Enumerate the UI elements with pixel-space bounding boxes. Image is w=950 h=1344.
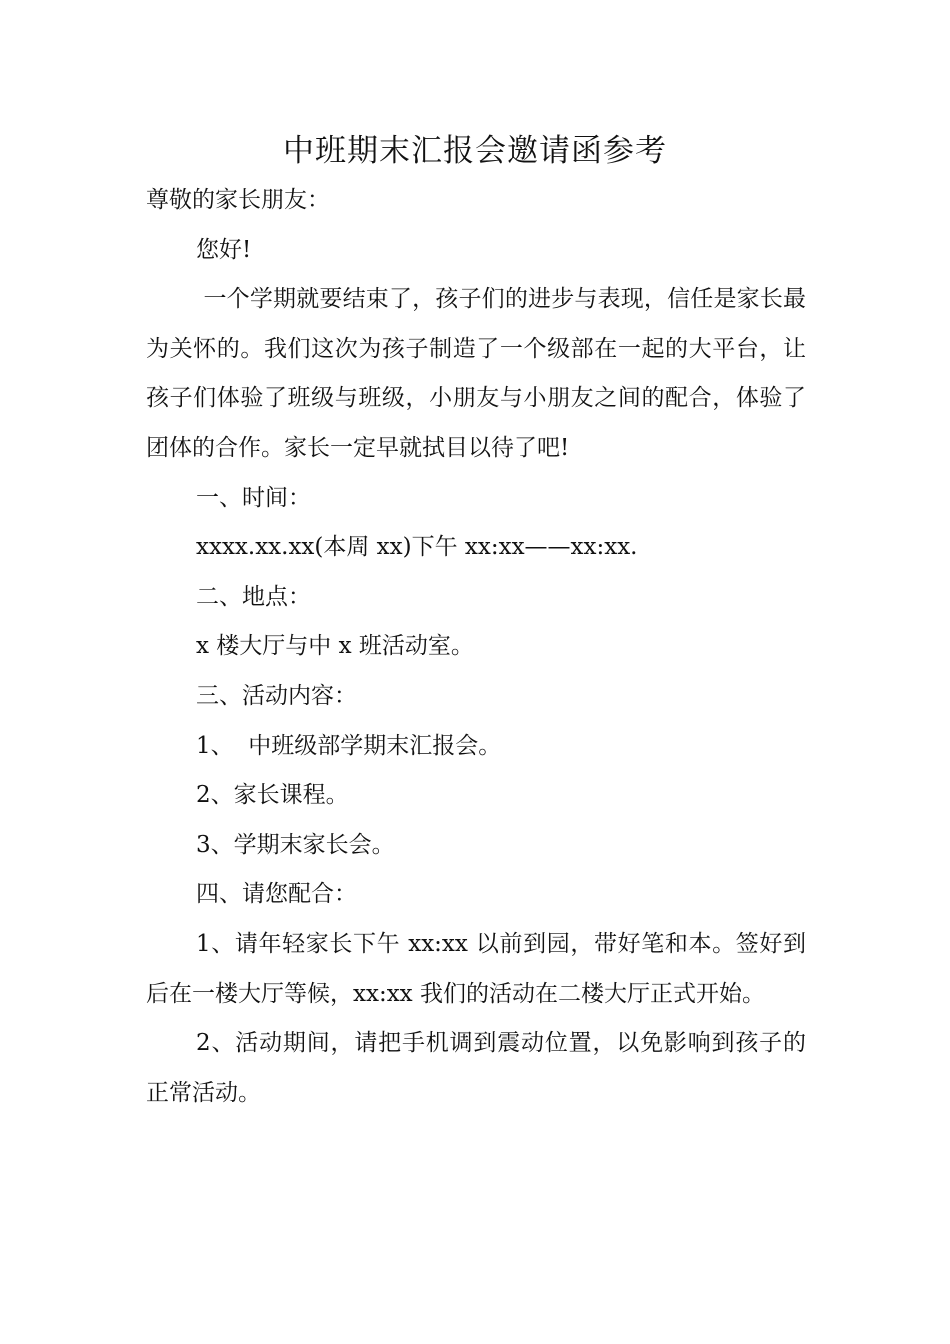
time-value: xxxx.xx.xx(本周 xx)下午 xx:xx——xx:xx. xyxy=(196,534,638,561)
cooperate-heading: 四、请您配合： xyxy=(196,881,357,908)
place-heading: 二、地点： xyxy=(196,583,311,610)
place-value: x 楼大厅与中 x 班活动室。 xyxy=(196,633,474,660)
salutation: 尊敬的家长朋友： xyxy=(146,187,330,213)
content-item-3: 3、学期末家长会。 xyxy=(196,831,395,858)
content-item-2: 2、家长课程。 xyxy=(196,782,349,809)
intro-paragraph: 一个学期就要结束了，孩子们的进步与表现，信任是家长最为关怀的。我们这次为孩子制造了一个级部在一起的大平台，让孩子们体验了班级与班级，小朋友与小朋友之间的配合，体验了团体的合作。家长一定早就拭目以待了吧! xyxy=(146,286,807,461)
content-item-1: 1、 中班级部学期末汇报会。 xyxy=(196,732,502,759)
greeting: 您好! xyxy=(196,236,252,263)
document-title: 中班期末汇报会邀请函参考 xyxy=(283,133,667,169)
time-heading: 一、时间： xyxy=(196,484,311,511)
content-heading: 三、活动内容： xyxy=(196,682,357,709)
cooperate-item-2: 2、活动期间，请把手机调到震动位置，以免影响到孩子的正常活动。 xyxy=(146,1030,806,1106)
document-body xyxy=(146,176,806,1118)
cooperate-item-1: 1、请年轻家长下午 xx:xx 以前到园，带好笔和本。签好到后在一楼大厅等候，xx:xx 我们的活动在二楼大厅正式开始。 xyxy=(146,930,806,1007)
